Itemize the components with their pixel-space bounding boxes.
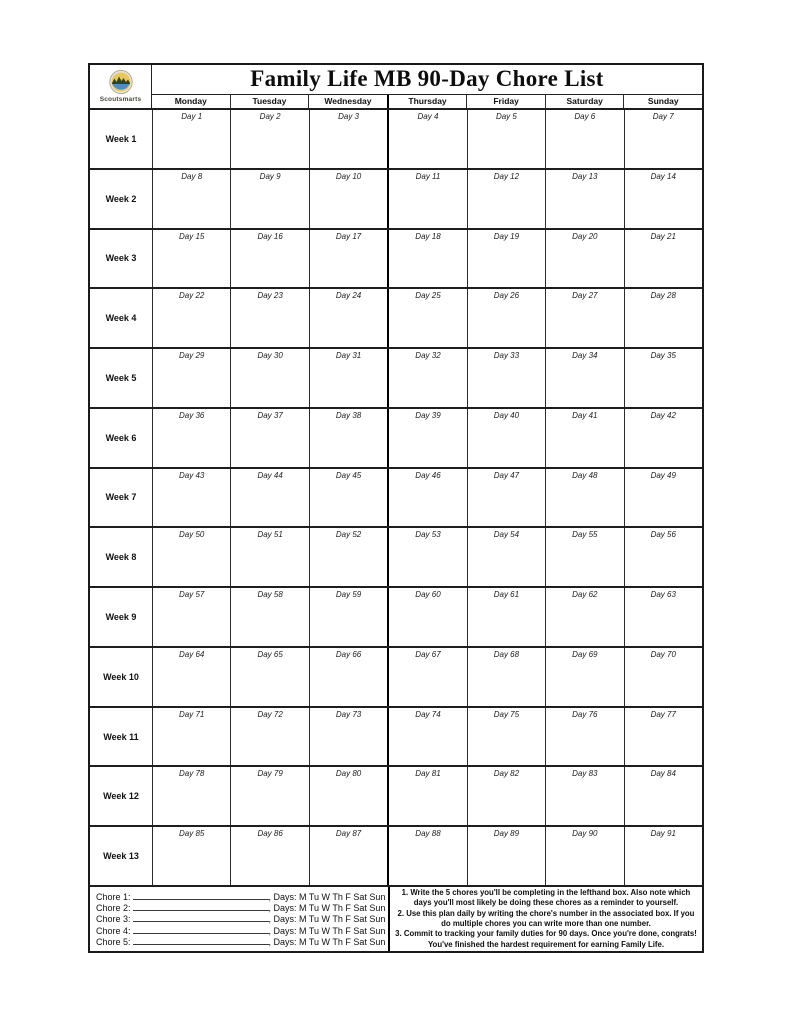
- week-row: [90, 646, 702, 706]
- week-row: [90, 168, 702, 228]
- day-label: Day 19: [493, 231, 520, 241]
- day-label: Day 9: [259, 171, 281, 181]
- day-cell: [624, 110, 702, 168]
- day-label: Day 4: [417, 112, 439, 121]
- day-cell: [467, 827, 545, 885]
- day-cell: [387, 349, 466, 407]
- chore-blank-field: [133, 891, 269, 900]
- day-label: Day 55: [572, 530, 598, 540]
- day-cell: [624, 170, 702, 228]
- day-cell: [309, 767, 387, 825]
- day-label: Day 83: [572, 769, 598, 779]
- day-label: Day 63: [650, 590, 676, 600]
- day-label: Day 76: [572, 709, 598, 719]
- instruction-line: 2. Use this plan daily by writing the chore's number in the associated box. If you do multiple chores you can write more than one number.: [397, 908, 695, 928]
- day-label: Day 72: [257, 709, 283, 719]
- day-label: Day 37: [257, 410, 283, 420]
- day-cell: [545, 349, 623, 407]
- day-cell: [467, 708, 545, 766]
- day-label: Day 70: [650, 649, 676, 659]
- day-cell: [624, 767, 702, 825]
- day-cell: [230, 708, 308, 766]
- day-cell: [230, 409, 308, 467]
- day-label: Day 14: [650, 171, 676, 181]
- chore-blank-field: [133, 902, 269, 911]
- day-label: Day 13: [572, 171, 598, 181]
- day-label: Day 80: [335, 769, 362, 779]
- week-label: Week 2: [105, 193, 137, 204]
- day-label: Day 77: [650, 709, 676, 719]
- week-label: Week 7: [105, 492, 137, 503]
- day-cell: [387, 588, 466, 646]
- day-cell: [545, 588, 623, 646]
- day-label: Day 12: [493, 171, 520, 181]
- weekday-header-saturday: Saturday: [545, 95, 624, 108]
- day-label: Day 73: [335, 709, 362, 719]
- day-cell: [467, 648, 545, 706]
- day-cell: [152, 409, 230, 467]
- chore-label: Chore 1:: [96, 892, 131, 903]
- day-cell: [152, 110, 230, 168]
- week-label: Week 4: [105, 313, 137, 324]
- day-cell: [624, 827, 702, 885]
- week-row: [90, 586, 702, 646]
- day-cell: [624, 708, 702, 766]
- table-footer: [90, 885, 702, 951]
- weekday-header-thursday: Thursday: [387, 95, 467, 108]
- instruction-line: 1. Write the 5 chores you'll be completing in the lefthand box. Also note which days you'll most likely be doing these chores as a reminder to yourself.: [401, 888, 691, 908]
- day-cell: [387, 708, 466, 766]
- week-row: [90, 765, 702, 825]
- week-row: [90, 526, 702, 586]
- day-label: Day 16: [257, 231, 283, 241]
- day-label: Day 24: [335, 291, 362, 301]
- day-cell: [230, 230, 308, 288]
- day-label: Day 46: [415, 470, 441, 480]
- day-cell: [152, 708, 230, 766]
- day-label: Day 75: [493, 709, 520, 719]
- day-label: Day 88: [415, 829, 441, 839]
- chore-blank-field: [133, 925, 269, 934]
- logo: [90, 65, 152, 108]
- day-label: Day 2: [259, 112, 281, 121]
- page-title: Family Life MB 90-Day Chore List: [152, 65, 702, 95]
- day-cell: [624, 289, 702, 347]
- day-label: Day 49: [650, 470, 676, 480]
- day-label: Day 66: [335, 649, 362, 659]
- week-label: Week 1: [105, 133, 137, 144]
- chore-line: [96, 902, 385, 913]
- week-label: Week 10: [103, 671, 139, 682]
- day-label: Day 35: [650, 351, 676, 361]
- chore-label: Chore 5:: [96, 936, 131, 947]
- day-label: Day 11: [415, 171, 441, 181]
- day-label: Day 42: [650, 410, 676, 420]
- day-cell: [309, 708, 387, 766]
- day-label: Day 17: [335, 231, 362, 241]
- week-row: [90, 228, 702, 288]
- day-cell: [545, 230, 623, 288]
- day-label: Day 41: [572, 410, 598, 420]
- day-cell: [230, 767, 308, 825]
- day-cell: [152, 767, 230, 825]
- day-cell: [152, 349, 230, 407]
- chore-list: [90, 887, 388, 951]
- chore-label: Chore 2:: [96, 903, 131, 914]
- chore-days: , Days: M Tu W Th F Sat Sun: [268, 892, 386, 903]
- day-cell: [624, 230, 702, 288]
- day-label: Day 27: [572, 291, 598, 301]
- day-label: Day 69: [572, 649, 598, 659]
- day-label: Day 87: [335, 829, 362, 839]
- day-cell: [152, 469, 230, 527]
- day-label: Day 71: [179, 709, 205, 719]
- day-cell: [545, 289, 623, 347]
- day-label: Day 31: [335, 351, 362, 361]
- day-label: Day 7: [652, 112, 674, 121]
- week-row: [90, 287, 702, 347]
- day-label: Day 58: [257, 590, 283, 600]
- day-cell: [624, 528, 702, 586]
- header-right: [152, 65, 702, 108]
- day-label: Day 48: [572, 470, 598, 480]
- day-label: Day 65: [257, 649, 283, 659]
- day-label: Day 5: [495, 112, 517, 121]
- day-label: Day 68: [493, 649, 520, 659]
- week-label: Week 12: [103, 791, 139, 802]
- day-cell: [467, 349, 545, 407]
- day-label: Day 25: [415, 291, 441, 301]
- week-row: [90, 347, 702, 407]
- day-cell: [309, 528, 387, 586]
- chore-line: [96, 913, 385, 924]
- day-cell: [467, 289, 545, 347]
- day-cell: [230, 469, 308, 527]
- day-label: Day 60: [415, 590, 441, 600]
- day-cell: [309, 409, 387, 467]
- week-row: [90, 108, 702, 168]
- chore-days: , Days: M Tu W Th F Sat Sun: [268, 903, 386, 914]
- week-label: Week 6: [105, 432, 137, 443]
- day-cell: [624, 349, 702, 407]
- week-row: [90, 467, 702, 527]
- weekday-header-wednesday: Wednesday: [308, 95, 387, 108]
- day-cell: [467, 230, 545, 288]
- day-cell: [387, 409, 466, 467]
- chore-blank-field: [133, 936, 269, 945]
- day-label: Day 50: [179, 530, 205, 540]
- day-label: Day 64: [179, 649, 205, 659]
- day-label: Day 82: [493, 769, 520, 779]
- day-cell: [309, 827, 387, 885]
- day-cell: [309, 588, 387, 646]
- day-label: Day 54: [493, 530, 520, 540]
- day-label: Day 29: [179, 351, 205, 361]
- chore-label: Chore 4:: [96, 925, 131, 936]
- day-cell: [467, 469, 545, 527]
- day-cell: [309, 170, 387, 228]
- week-row: [90, 407, 702, 467]
- day-cell: [387, 767, 466, 825]
- day-label: Day 86: [257, 829, 283, 839]
- day-cell: [152, 648, 230, 706]
- day-label: Day 45: [335, 470, 362, 480]
- day-cell: [545, 708, 623, 766]
- chore-days: , Days: M Tu W Th F Sat Sun: [268, 914, 386, 925]
- week-label: Week 3: [105, 253, 137, 264]
- chore-table: [88, 63, 704, 953]
- day-cell: [387, 648, 466, 706]
- day-label: Day 56: [650, 530, 676, 540]
- day-label: Day 85: [179, 829, 205, 839]
- day-cell: [152, 170, 230, 228]
- chore-line: [96, 891, 385, 902]
- day-cell: [230, 827, 308, 885]
- day-label: Day 44: [257, 470, 283, 480]
- day-label: Day 67: [415, 649, 441, 659]
- day-label: Day 81: [415, 769, 441, 779]
- day-cell: [545, 170, 623, 228]
- day-label: Day 36: [179, 410, 205, 420]
- day-cell: [467, 409, 545, 467]
- day-label: Day 52: [335, 530, 362, 540]
- day-cell: [387, 469, 466, 527]
- day-label: Day 84: [650, 769, 676, 779]
- day-label: Day 74: [415, 709, 441, 719]
- day-label: Day 38: [335, 410, 362, 420]
- day-label: Day 15: [179, 231, 205, 241]
- day-cell: [545, 409, 623, 467]
- logo-text: Scoutsmarts: [99, 96, 142, 103]
- day-cell: [545, 648, 623, 706]
- day-cell: [309, 289, 387, 347]
- weekday-header-sunday: Sunday: [623, 95, 702, 108]
- day-label: Day 3: [338, 112, 359, 121]
- day-cell: [387, 528, 466, 586]
- day-cell: [230, 588, 308, 646]
- week-label: Week 5: [105, 372, 137, 383]
- week-label: Week 9: [105, 612, 137, 622]
- day-label: Day 62: [572, 590, 598, 600]
- day-label: Day 33: [493, 351, 520, 361]
- day-label: Day 53: [415, 530, 441, 540]
- day-cell: [387, 827, 466, 885]
- weekday-header-row: [152, 95, 702, 108]
- day-cell: [467, 170, 545, 228]
- week-row: [90, 825, 702, 885]
- day-cell: [152, 588, 230, 646]
- day-cell: [152, 230, 230, 288]
- scoutsmarts-badge-icon: [109, 70, 133, 95]
- calendar-grid: [90, 108, 702, 885]
- day-cell: [467, 588, 545, 646]
- day-cell: [309, 469, 387, 527]
- day-cell: [230, 528, 308, 586]
- day-cell: [545, 767, 623, 825]
- day-label: Day 18: [415, 231, 441, 241]
- day-label: Day 89: [493, 829, 520, 839]
- day-label: Day 57: [179, 590, 205, 600]
- day-label: Day 1: [181, 112, 203, 121]
- day-label: Day 91: [650, 829, 676, 839]
- week-label: Week 8: [105, 552, 137, 563]
- day-cell: [309, 230, 387, 288]
- day-label: Day 23: [257, 291, 283, 301]
- day-label: Day 32: [415, 351, 441, 361]
- day-label: Day 6: [574, 112, 596, 121]
- day-label: Day 43: [179, 470, 205, 480]
- day-label: Day 79: [257, 769, 283, 779]
- weekday-header-tuesday: Tuesday: [230, 95, 309, 108]
- day-label: Day 39: [415, 410, 441, 420]
- day-cell: [387, 110, 466, 168]
- day-cell: [624, 469, 702, 527]
- day-cell: [387, 230, 466, 288]
- day-cell: [152, 827, 230, 885]
- day-cell: [387, 289, 466, 347]
- day-cell: [624, 648, 702, 706]
- weekday-header-monday: Monday: [174, 96, 207, 106]
- day-label: Day 90: [572, 829, 598, 839]
- table-header: [90, 65, 702, 108]
- week-label: Week 11: [103, 731, 139, 742]
- day-label: Day 34: [572, 351, 598, 361]
- day-cell: [230, 349, 308, 407]
- day-label: Day 47: [493, 470, 520, 480]
- day-cell: [309, 648, 387, 706]
- instructions: [388, 887, 702, 951]
- day-cell: [309, 110, 387, 168]
- day-cell: [624, 409, 702, 467]
- day-label: Day 61: [493, 590, 520, 600]
- day-label: Day 26: [493, 291, 520, 301]
- day-cell: [152, 289, 230, 347]
- day-cell: [545, 827, 623, 885]
- chore-days: , Days: M Tu W Th F Sat Sun: [268, 925, 386, 936]
- chore-days: , Days: M Tu W Th F Sat Sun: [268, 936, 386, 947]
- day-cell: [230, 110, 308, 168]
- day-label: Day 8: [181, 171, 203, 181]
- day-label: Day 78: [179, 769, 205, 779]
- day-label: Day 22: [179, 291, 205, 301]
- day-cell: [467, 528, 545, 586]
- week-row: [90, 706, 702, 766]
- instruction-line: 3. Commit to tracking your family duties for 90 days. Once you're done, congrats! You've finished the hardest requirement for earning Family Life.: [395, 929, 697, 949]
- week-label: Week 13: [103, 851, 139, 862]
- day-cell: [545, 110, 623, 168]
- day-label: Day 51: [257, 530, 283, 540]
- chore-blank-field: [133, 913, 269, 922]
- day-cell: [467, 767, 545, 825]
- day-cell: [467, 110, 545, 168]
- chore-label: Chore 3:: [96, 914, 131, 925]
- day-cell: [230, 648, 308, 706]
- day-cell: [152, 528, 230, 586]
- day-label: Day 40: [493, 410, 520, 420]
- day-cell: [545, 469, 623, 527]
- day-label: Day 20: [572, 231, 598, 241]
- chore-line: [96, 925, 385, 936]
- day-cell: [387, 170, 466, 228]
- day-cell: [545, 528, 623, 586]
- day-label: Day 21: [650, 231, 676, 241]
- day-label: Day 10: [335, 171, 362, 181]
- day-label: Day 59: [335, 590, 362, 600]
- day-label: Day 30: [257, 351, 283, 361]
- weekday-header-friday: Friday: [466, 95, 545, 108]
- day-cell: [230, 170, 308, 228]
- day-cell: [624, 588, 702, 646]
- day-label: Day 28: [650, 291, 676, 301]
- day-cell: [309, 349, 387, 407]
- day-cell: [230, 289, 308, 347]
- chore-line: [96, 936, 385, 947]
